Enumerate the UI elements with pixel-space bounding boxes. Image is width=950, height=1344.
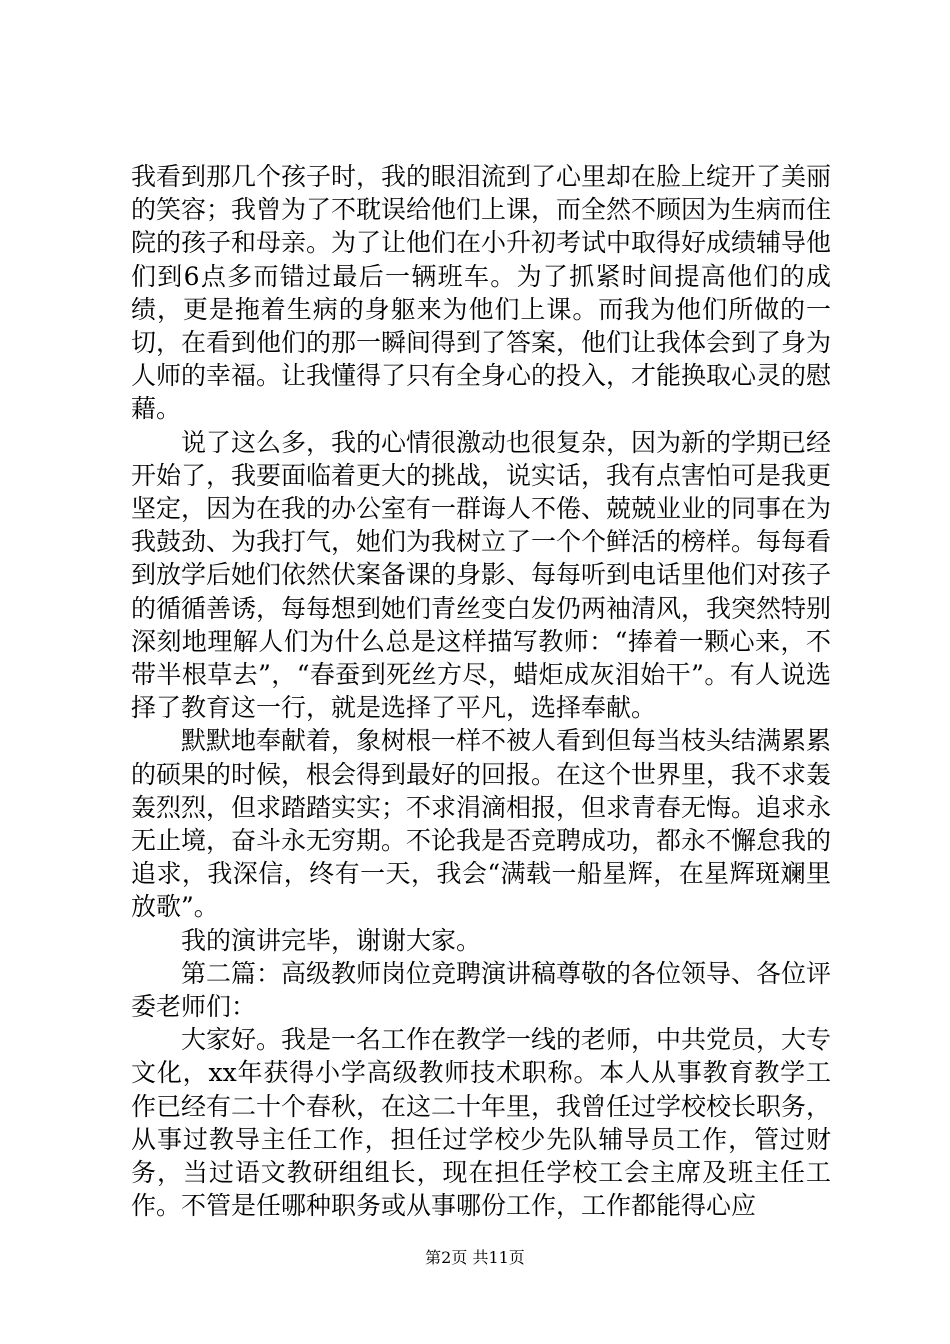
paragraph-5: 第二篇：高级教师岗位竞聘演讲稿尊敬的各位领导、各位评委老师们： [131, 958, 832, 1022]
page-number-footer: 第2页 共11页 [425, 1248, 525, 1267]
paragraph-6: 大家好。我是一名工作在教学一线的老师，中共党员，大专文化，xx年获得小学高级教师技术职称。本人从事教育教学工作已经有二十个春秋，在这二十年里，我曾任过学校校长职务，从事过教导主任工作，担任过学校少先队辅导员工作，管过财务，当过语文教研组组长，现在担任学校工会主席及班主任工作。不管是任哪种职务或从事哪份工作，工作都能得心应 [131, 1025, 832, 1221]
paragraph-3: 默默地奉献着，象树根一样不被人看到但每当枝头结满累累的硕果的时候，根会得到最好的回报。在这个世界里，我不求轰轰烈烈，但求踏踏实实；不求涓滴相报，但求青春无悔。追求永无止境，奋斗永无穷期。不论我是否竞聘成功，都永不懈怠我的追求，我深信，终有一天，我会“满载一船星辉，在星辉斑斓里放歌”。 [131, 726, 832, 922]
paragraph-4: 我的演讲完毕，谢谢大家。 [181, 925, 482, 955]
document-body [131, 160, 831, 1223]
paragraph-1: 我看到那几个孩子时，我的眼泪流到了心里却在脸上绽开了美丽的笑容；我曾为了不耽误给他们上课，而全然不顾因为生病而住院的孩子和母亲。为了让他们在小升初考试中取得好成绩辅导他们到6点多而错过最后一辆班车。为了抓紧时间提高他们的成绩，更是拖着生病的身躯来为他们上课。而我为他们所做的一切，在看到他们的那一瞬间得到了答案，他们让我体会到了身为人师的幸福。让我懂得了只有全身心的投入，才能换取心灵的慰藉。 [131, 162, 832, 424]
paragraph-2: 说了这么多，我的心情很激动也很复杂，因为新的学期已经开始了，我要面临着更大的挑战，说实话，我有点害怕可是我更坚定，因为在我的办公室有一群诲人不倦、兢兢业业的同事在为我鼓劲、为我打气，她们为我树立了一个个鲜活的榜样。每每看到放学后她们依然伏案备课的身影、每每听到电话里他们对孩子的循循善诱，每每想到她们青丝变白发仍两袖清风，我突然特别深刻地理解人们为什么总是这样描写教师：“捧着一颗心来，不带半根草去”，“春蚕到死丝方尽，蜡炬成灰泪始干”。有人说选择了教育这一行，就是选择了平凡，选择奉献。 [131, 427, 832, 723]
